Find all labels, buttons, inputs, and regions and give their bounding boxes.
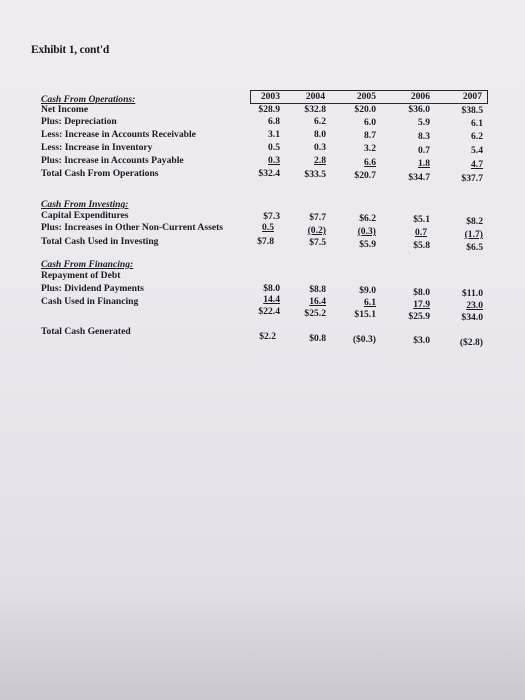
cell: 6.1	[471, 118, 483, 129]
cell: $20.0	[354, 104, 376, 115]
cell: $38.5	[461, 105, 483, 116]
cell: $32.4	[258, 168, 280, 179]
row-label: Total Cash From Operations	[41, 168, 159, 179]
cell: $34.7	[408, 172, 430, 183]
cell: 8.0	[314, 129, 326, 140]
cell: (1.7)	[464, 229, 483, 240]
row-label: Plus: Increases in Other Non-Current Assets	[41, 222, 224, 233]
cell: $15.1	[354, 309, 376, 320]
row-label: Less: Increase in Accounts Receivable	[41, 129, 196, 140]
cell: 14.4	[263, 294, 280, 305]
cell: 2.8	[314, 155, 326, 166]
cell: 0.7	[418, 145, 430, 156]
cell: $32.8	[304, 104, 326, 115]
row-label: Less: Increase in Inventory	[41, 142, 153, 153]
cell: $7.8	[257, 236, 274, 247]
cell: $28.9	[258, 104, 280, 115]
cell: 0.5	[268, 142, 280, 153]
cell: 8.7	[364, 130, 376, 141]
cell: ($0.3)	[352, 334, 376, 345]
row-label: Total Cash Generated	[41, 326, 131, 337]
cell: 6.6	[364, 157, 376, 168]
year-2005: 2005	[356, 91, 376, 102]
cell: $25.9	[408, 311, 430, 322]
cell: 0.7	[415, 227, 427, 238]
row-label: Plus: Dividend Payments	[41, 283, 144, 294]
cell: 0.3	[314, 142, 326, 153]
cell: $34.0	[461, 312, 483, 323]
row-label: Plus: Increase in Accounts Payable	[41, 155, 184, 166]
cell: 16.4	[309, 296, 326, 307]
cell: $6.2	[359, 213, 376, 224]
cell: 0.3	[268, 155, 280, 166]
cell: 6.0	[364, 117, 376, 128]
row-label: Total Cash Used in Investing	[41, 236, 159, 247]
row-label: Capital Expenditures	[41, 210, 129, 221]
cell: $36.0	[408, 104, 430, 115]
cell: $33.5	[304, 169, 326, 180]
cell: (0.2)	[307, 225, 326, 236]
cell: $22.4	[258, 306, 280, 317]
cell: $8.8	[309, 284, 326, 295]
cell: $7.3	[263, 211, 280, 222]
cell: $5.1	[413, 214, 430, 225]
cell: $7.7	[309, 212, 326, 223]
cell: $5.8	[413, 240, 430, 251]
cell: $25.2	[304, 308, 326, 319]
cell: $11.0	[461, 288, 483, 299]
operations-header: Cash From Operations:	[41, 94, 136, 105]
cell: $8.2	[466, 216, 483, 227]
cell: 6.8	[268, 116, 280, 127]
cell: 8.3	[418, 131, 430, 142]
cell: 6.1	[364, 297, 376, 308]
cell: 5.9	[418, 117, 430, 128]
row-label: Plus: Depreciation	[41, 116, 117, 127]
cell: (0.3)	[357, 226, 376, 237]
cell: $3.0	[413, 335, 430, 346]
financing-header: Cash From Financing:	[41, 259, 134, 270]
cell: $8.0	[263, 283, 280, 294]
cell: 1.8	[418, 158, 430, 169]
cell: 5.4	[471, 145, 483, 156]
page-shadow	[0, 590, 525, 700]
year-2007: 2007	[462, 91, 482, 102]
row-label: Repayment of Debt	[41, 270, 121, 281]
cell: 6.2	[471, 131, 483, 142]
cell: 4.7	[471, 159, 483, 170]
year-2006: 2006	[410, 91, 430, 102]
year-2003: 2003	[260, 91, 280, 102]
cell: $0.8	[309, 333, 326, 344]
cell: $7.5	[309, 237, 326, 248]
cell: $8.0	[413, 287, 430, 298]
row-label: Net Income	[41, 104, 89, 115]
cell: $2.2	[259, 331, 276, 342]
cell: ($2.8)	[459, 337, 483, 348]
cell: 23.0	[466, 300, 483, 311]
cell: 17.9	[413, 299, 430, 310]
cell: $9.0	[359, 285, 376, 296]
cell: 0.5	[262, 222, 274, 233]
cell: $6.5	[466, 242, 483, 253]
cell: $5.9	[359, 239, 376, 250]
row-label: Cash Used in Financing	[41, 296, 139, 307]
cell: $37.7	[461, 173, 483, 184]
cell: 3.1	[268, 129, 280, 140]
exhibit-title: Exhibit 1, cont'd	[31, 44, 110, 56]
investing-header: Cash From Investing:	[41, 199, 129, 210]
year-2004: 2004	[305, 91, 325, 102]
cell: 3.2	[364, 143, 376, 154]
cell: 6.2	[314, 116, 326, 127]
cell: $20.7	[354, 170, 376, 181]
